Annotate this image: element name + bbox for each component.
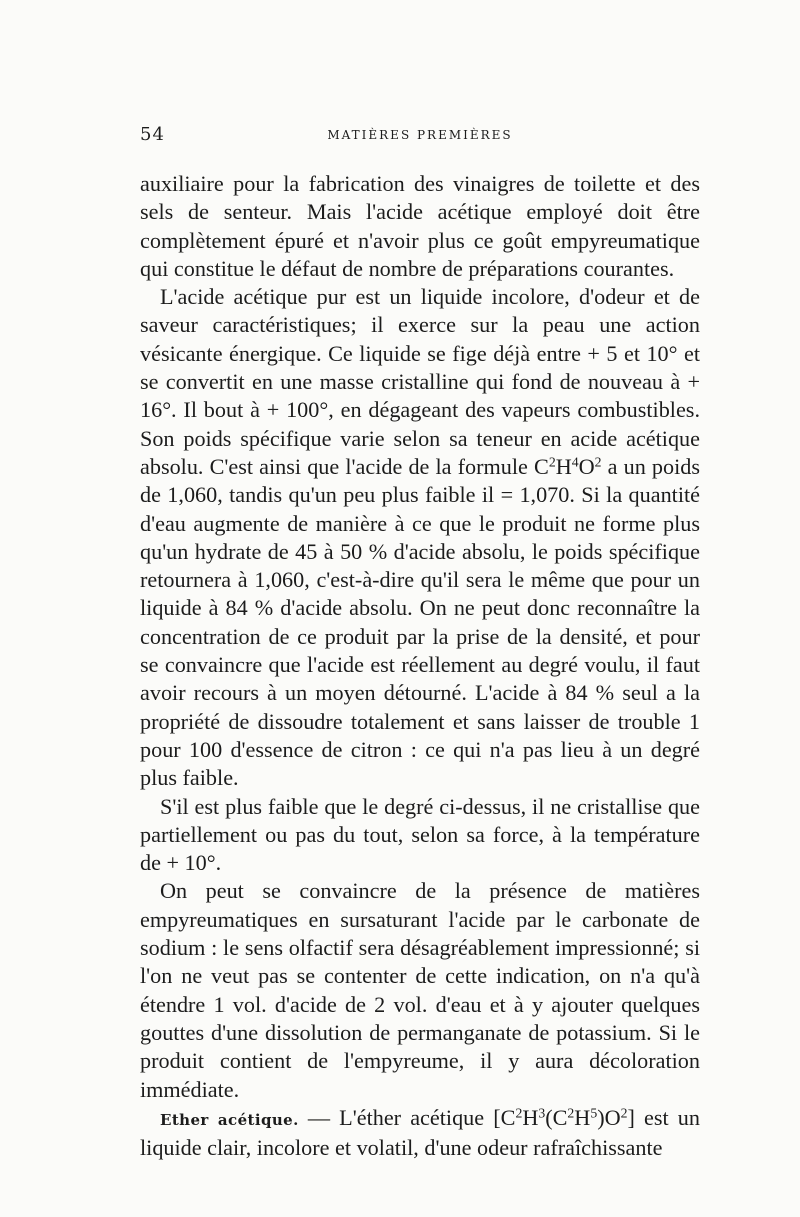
body-text — [140, 170, 700, 1162]
paragraph-5-text-f: ] est un liquide clair, incolore et volatil, d'une odeur rafraîchissante — [140, 1104, 700, 1161]
paragraph-2-text-d: a un poids de 1,060, tandis qu'un peu plus faible il = 1,070. Si la quantité d'eau augmente de manière à ce que le produit ne forme plus qu'un hydrate de 45 à 50 % d'acide absolu, le poids spécifique retournera à 1,060, c'est-à-dire qu'il sera le même que pour un liquide à 84 % d'acide absolu. On ne peut donc reconnaître la concentration de ce produit par la prise de la densité, et pour se convaincre que l'acide est réellement au degré voulu, il faut avoir recours à un moyen détourné. L'acide à 84 % seul a la propriété de dissoudre totalement et sans laisser de trouble 1 pour 100 d'essence de citron : ce qui n'a pas lieu à un degré plus faible. — [140, 453, 700, 791]
paragraph-5-text-d: H — [574, 1104, 591, 1130]
paragraph-2 — [140, 283, 700, 792]
paragraph-1: auxiliaire pour la fabrication des vinaigres de toilette et des sels de senteur. Mais l'acide acétique employé doit être complètement épuré et n'avoir plus ce goût empyreumatique qui constitue le défaut de nombre de préparations courantes. — [140, 171, 700, 281]
formula-subscript: 2 — [620, 1105, 628, 1121]
paragraph-4: On peut se convaincre de la présence de matières empyreumatiques en sursaturant l'acide par le carbonate de sodium : le sens olfactif sera désagréablement impressionné; si l'on ne veut pas se contenter de cette indication, on n'a qu'à étendre 1 vol. d'acide de 2 vol. d'eau et à y ajouter quelques gouttes d'une dissolution de permanganate de potassium. Si le produit contient de l'empyreume, il y aura décoloration immédiate. — [140, 878, 700, 1102]
running-title: MATIÈRES PREMIÈRES — [327, 128, 513, 142]
paragraph-2-text-a: L'acide acétique pur est un liquide incolore, d'odeur et de saveur caractéristiques; il exerce sur la peau une action vésicante énergique. Ce liquide se fige déjà entre + 5 et 10° et se convertit en une masse cristalline qui fond de nouveau à + 16°. Il bout à + 100°, en dégageant des vapeurs combustibles. Son poids spécifique varie selon sa teneur en acide acétique absolu. C'est ainsi que l'acide de la formule C — [140, 284, 700, 479]
running-head — [140, 124, 700, 148]
paragraph-3: S'il est plus faible que le degré ci-dessus, il ne cristallise que partiellement ou pas du tout, selon sa force, à la température de + 10°. — [140, 793, 700, 876]
formula-subscript: 2 — [594, 454, 602, 470]
formula-subscript: 5 — [590, 1105, 598, 1121]
paragraph-5 — [140, 1104, 700, 1163]
page-number: 54 — [140, 124, 165, 145]
formula-subscript: 3 — [538, 1105, 546, 1121]
paragraph-2-text-b: H — [555, 453, 572, 479]
paragraph-2-text-c: O — [578, 453, 595, 479]
formula-subscript: 2 — [548, 454, 556, 470]
formula-subscript: 2 — [515, 1105, 523, 1121]
paragraph-5-text-c: (C — [545, 1104, 568, 1130]
paragraph-5-text-b: H — [522, 1104, 539, 1130]
section-term: Ether acétique. — [160, 1110, 299, 1129]
formula-subscript: 4 — [571, 454, 579, 470]
formula-subscript: 2 — [567, 1105, 575, 1121]
paragraph-5-text-a: — L'éther acétique [C — [298, 1104, 516, 1130]
paragraph-5-text-e: )O — [597, 1104, 621, 1130]
